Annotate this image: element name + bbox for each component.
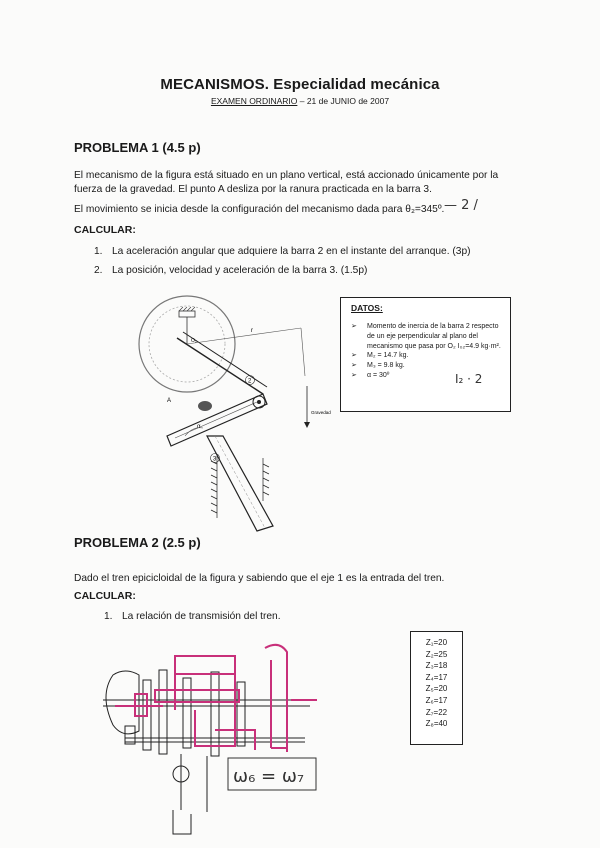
item-number: 1. (94, 246, 103, 257)
exam-subtitle (0, 96, 600, 106)
datos-box (340, 297, 511, 412)
label-r: r (251, 328, 253, 334)
problem1-calcular: CALCULAR: (74, 224, 136, 236)
exam-type: EXAMEN ORDINARIO (210, 96, 298, 106)
item-text: La aceleración angular que adquiere la barra 2 en el instante del arranque. (3p) (112, 246, 471, 257)
handwritten-note-theta: — 2 / (444, 198, 478, 213)
teeth-item: Z₃=18 (425, 661, 448, 671)
label-a: A (167, 398, 172, 404)
problem1-paragraph1: El mecanismo de la figura está situado en un plano vertical, está accionado únicamente por la fuerza de la gravedad. El punto A desliza por la ranura practicada en la barra 3. (74, 170, 499, 195)
teeth-item: Z₄=17 (425, 672, 448, 682)
problem1-heading: PROBLEMA 1 (4.5 p) (74, 140, 201, 155)
teeth-item: Z₂=25 (425, 649, 448, 659)
teeth-item: Z₁=20 (425, 638, 448, 647)
datos-heading: DATOS: (351, 303, 383, 313)
teeth-item: Z₇=22 (425, 707, 448, 717)
problem2-calcular: CALCULAR: (74, 590, 136, 602)
problem2-item-1 (104, 611, 281, 622)
item-text: La relación de transmisión del tren. (122, 611, 281, 622)
label-bar3: 3 (213, 456, 217, 463)
teeth-list (411, 637, 462, 730)
label-alpha: α (197, 424, 201, 430)
handwritten-equation: ω₆ = ω₇ (233, 766, 305, 787)
gear-train-figure (95, 630, 325, 840)
problem2-heading: PROBLEMA 2 (2.5 p) (74, 535, 201, 550)
datos-item: ➢ M₂ = 14.7 kg. (351, 351, 504, 361)
item-number: 1. (104, 611, 113, 622)
label-gravity: Gravedad (311, 410, 331, 415)
label-o2: O₂ (191, 338, 197, 344)
teeth-box (410, 631, 463, 745)
problem2-paragraph: Dado el tren epicicloidal de la figura y sabiendo que el eje 1 es la entrada del tren. (74, 573, 445, 584)
mechanism-figure (125, 286, 345, 536)
teeth-item: Z₆=17 (425, 695, 448, 705)
problem1-paragraph2: El movimiento se inicia desde la configuración del mecanismo dada para θ₂=345º. (74, 204, 445, 215)
teeth-item: Z₈=40 (425, 719, 448, 729)
label-bar2: 2 (248, 378, 252, 385)
item-text: La posición, velocidad y aceleración de la barra 3. (1.5p) (112, 265, 368, 276)
handwritten-note-i2: I₂ · 2 (455, 372, 483, 386)
item-number: 2. (94, 265, 103, 276)
problem1-item-1 (94, 246, 471, 257)
exam-date: – 21 de JUNIO de 2007 (297, 96, 390, 106)
datos-item: ➢ M₃ = 9.8 kg. (351, 361, 504, 371)
teeth-item: Z₅=20 (425, 684, 448, 694)
datos-item: ➢ α = 30º (351, 371, 504, 381)
problem1-item-2 (94, 265, 367, 276)
document-title: MECANISMOS. Especialidad mecánica (160, 76, 440, 93)
datos-item: ➢ Momento de inercia de la barra 2 respecto de un eje perpendicular al plano del mecanismo que pasa por O₂ I₀₂=4.9 kg·m². (351, 322, 504, 351)
